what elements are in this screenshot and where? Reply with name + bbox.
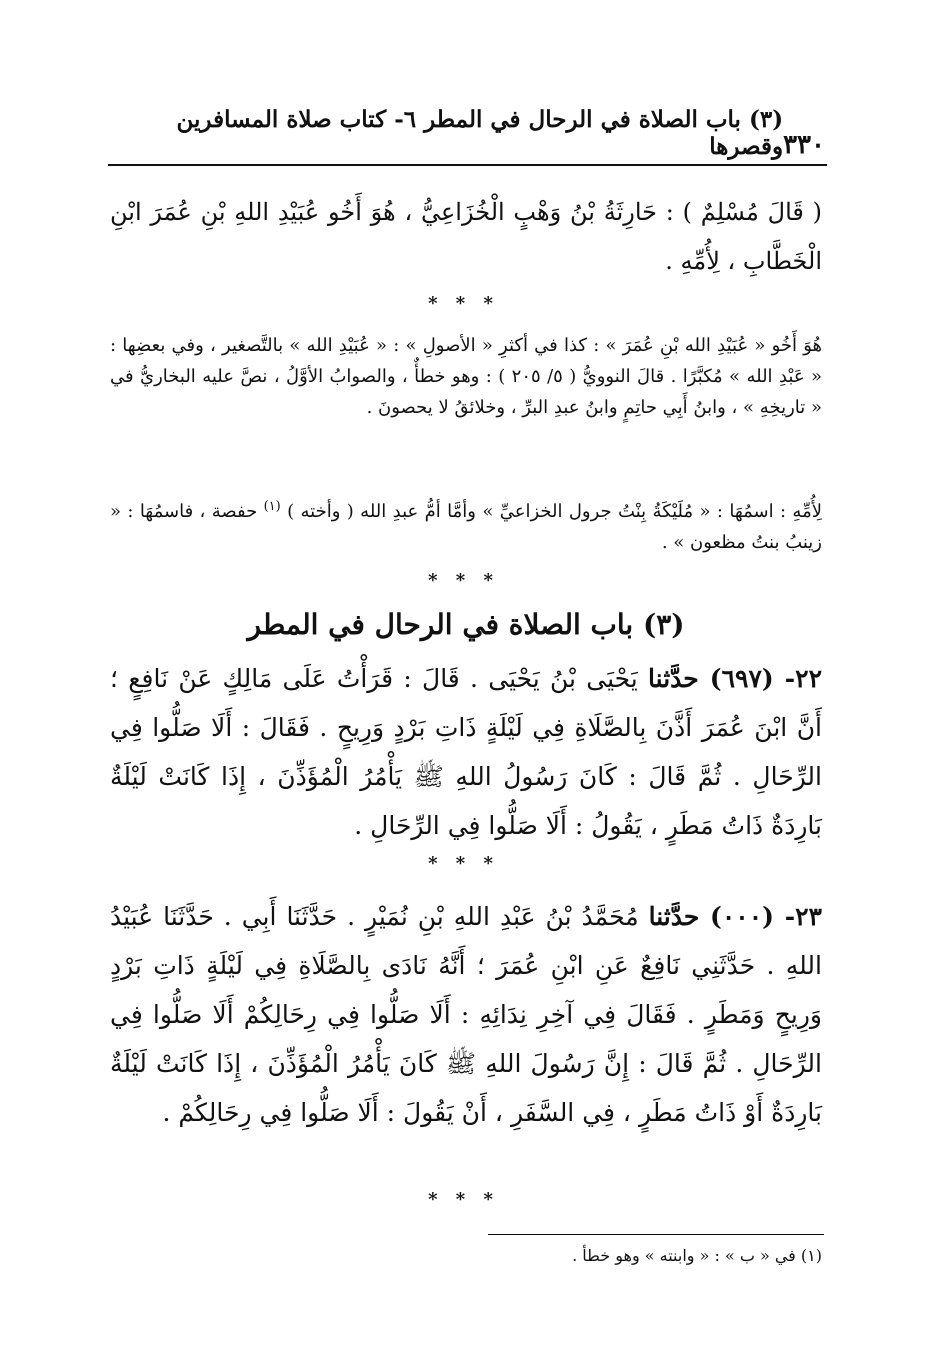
footnote-ref: (١) — [263, 499, 281, 514]
page-header — [108, 106, 825, 160]
running-title: (٣) باب الصلاة في الرحال في المطر ٦- كتاب صلاة المسافرين وقصرها — [176, 106, 784, 160]
section-separator: * * * — [428, 853, 499, 874]
section-separator: * * * — [428, 570, 499, 591]
footnote: (١) في « ب » : « وابنته » وهو خطأ . — [572, 1246, 822, 1265]
note-paragraph: هُوَ أَخُو « عُبَيْدِ الله بْنِ عُمَرَ » : كذا في أكثرِ « الأصولِ » : « عُبَيْدِ الله » بالتَّصغير ، وفي بعضِها : « عَبْدِ الله » مُكبَّرًا . قالَ النوويُّ ( ٥/ ٢٠٥ ) : وهو خطأٌ ، والصوابُ الأوَّلُ ، نصَّ عليه البخاريُّ في « تاريخِهِ » ، وابنُ أَبِي حاتِمٍ وابنُ عبدِ البرِّ ، وخلائقُ لا يحصونَ . — [110, 335, 822, 418]
hadith-number: ٢٣- (٠٠٠) حدَّثنا — [648, 902, 822, 931]
footnote-rule — [488, 1234, 824, 1235]
hadith-text: مُحَمَّدُ بْنُ عَبْدِ اللهِ بْنِ نُمَيْرٍ . حَدَّثَنَا أَبِي . حَدَّثَنَا عُبَيْدُ اللهِ . حَدَّثَنِي نَافِعٌ عَنِ ابْنِ عُمَرَ ؛ أَنَّهُ نَادَى بِالصَّلَاةِ فِي لَيْلَةٍ ذَاتِ بَرْدٍ وَرِيحٍ وَمَطَرٍ . فَقَالَ فِي آخِرِ نِدَائِهِ : أَلَا صَلُّوا فِي رِحَالِكُمْ أَلَا صَلُّوا فِي الرِّحَالِ . ثُمَّ قَالَ : إِنَّ رَسُولَ اللهِ ﷺ كَانَ يَأْمُرُ الْمُؤَذِّنَ ، إِذَا كَانَتْ لَيْلَةٌ بَارِدَةٌ أَوْ ذَاتُ مَطَرٍ ، فِي السَّفَرِ ، أَنْ يَقُولَ : أَلَا صَلُّوا فِي رِحَالِكُمْ . — [110, 902, 822, 1127]
hadith-text: يَحْيَى بْنُ يَحْيَى . قَالَ : قَرَأْتُ عَلَى مَالِكٍ عَنْ نَافِعٍ ؛ أَنَّ ابْنَ عُمَرَ أَذَّنَ بِالصَّلَاةِ فِي لَيْلَةٍ ذَاتِ بَرْدٍ وَرِيحٍ . فَقَالَ : أَلَا صَلُّوا فِي الرِّحَالِ . ثُمَّ قَالَ : كَانَ رَسُولُ اللهِ ﷺ يَأْمُرُ الْمُؤَذِّنَ ، إِذَا كَانَتْ لَيْلَةٌ بَارِدَةٌ ذَاتُ مَطَرٍ ، يَقُولُ : أَلَا صَلُّوا فِي الرِّحَالِ . — [110, 664, 822, 840]
section-separator: * * * — [428, 1189, 499, 1210]
hadith-22 — [110, 654, 822, 850]
note-text-tail: حفصة ، فاسمُهَا : « زينبُ بنتُ مظعون » . — [110, 501, 822, 553]
commentary-paragraph: ( قَالَ مُسْلِمٌ ) : حَارِثَةُ بْنُ وَهْبٍ الْخُزَاعِيُّ ، هُوَ أَخُو عُبَيْدِ اللهِ بْنِ عُمَرَ ابْنِ الْخَطَّابِ ، لِأُمِّهِ . — [110, 198, 822, 275]
header-rule — [108, 164, 827, 166]
note-paragraph-mother — [110, 491, 822, 558]
hadith-23 — [110, 892, 822, 1137]
hadith-number: ٢٢- (٦٩٧) حدَّثنا — [648, 664, 822, 693]
chapter-title: (٣) باب الصلاة في الرحال في المطر — [247, 608, 685, 641]
page-number: ٣٣٠ — [783, 130, 825, 160]
section-separator: * * * — [428, 293, 499, 314]
note-text: لِأُمِّهِ : اسمُهَا : « مُلَيْكَةُ بِنْتُ جرول الخزاعيِّ » وأمَّا أمُّ عبدِ الله ( وأخته ) — [287, 501, 822, 522]
